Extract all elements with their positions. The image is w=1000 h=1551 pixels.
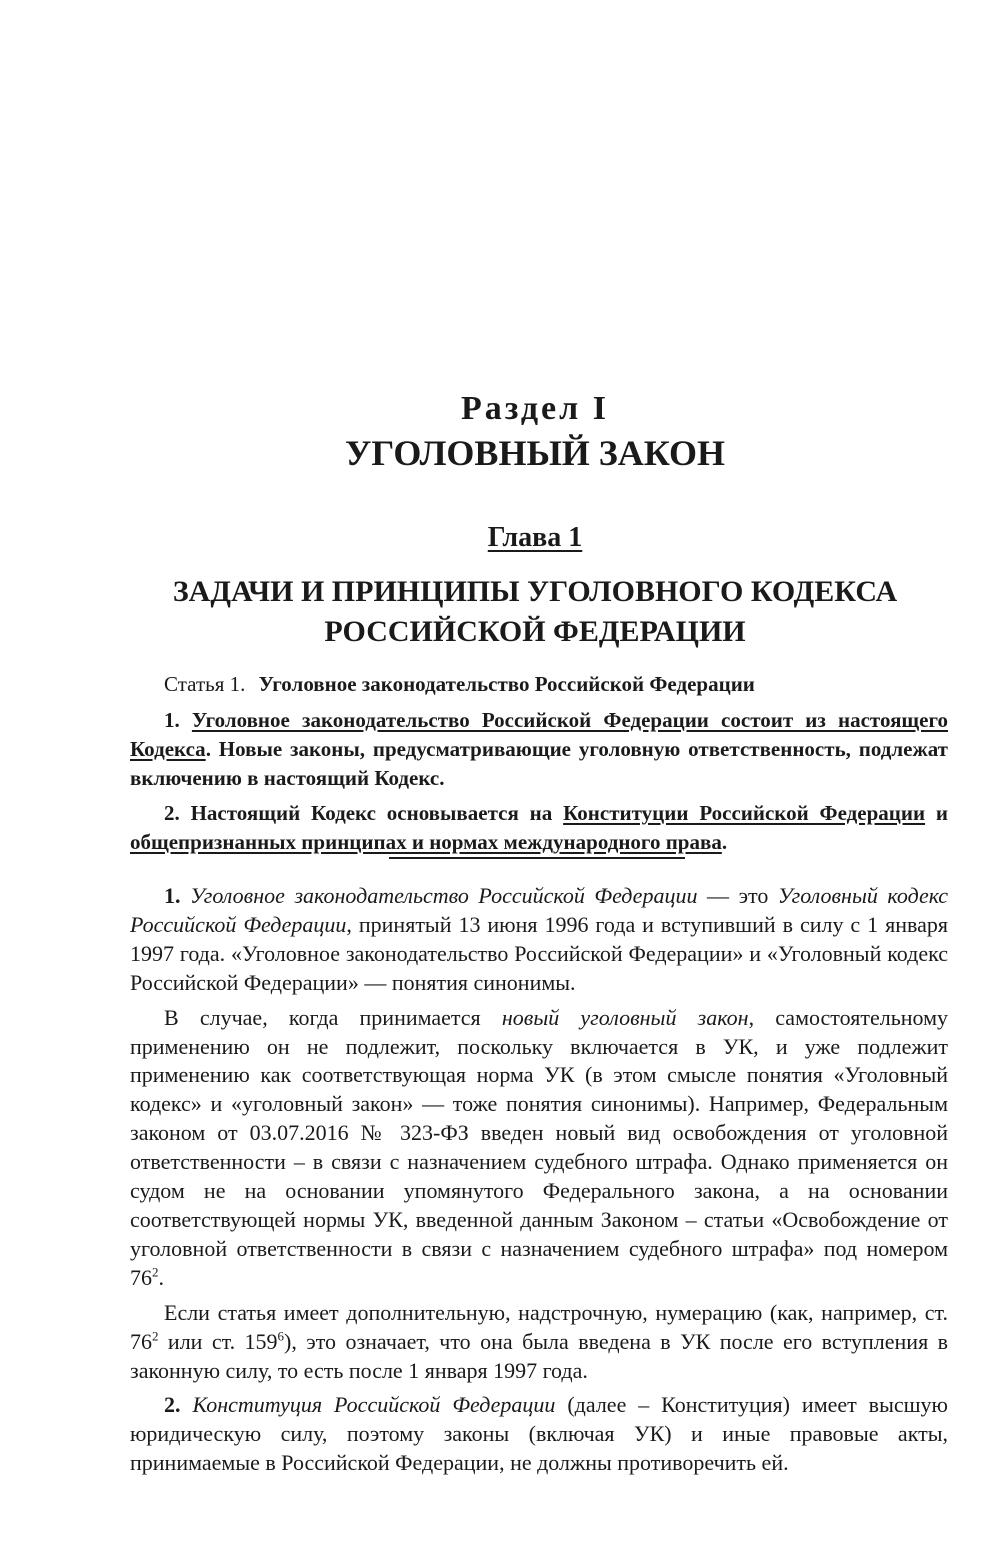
commentary-p3-superscript-1: 2 [152, 1328, 159, 1344]
commentary-p4-number: 2. [164, 1392, 181, 1418]
article-part-2 [130, 799, 948, 857]
international-law-link[interactable]: общепризнанных принципах и нормах международного права [130, 830, 722, 854]
chapter-title-line-2: РОССИЙСКОЙ ФЕДЕРАЦИИ [324, 615, 746, 648]
constitution-link[interactable]: Конституции Российской Федерации [563, 801, 926, 825]
article-part-2-number: 2. [164, 801, 180, 825]
divider-line [389, 857, 685, 859]
commentary-paragraph-4 [130, 1391, 948, 1478]
commentary-p1-italic-1: Уголовное законодательство Российской Федерации [190, 883, 698, 908]
commentary-p2-text-3: . [158, 1264, 164, 1290]
commentary-p2-text-2: , самостоятельному применению он не подлежит, поскольку включается в УК, и уже подлежит применению как соответствующая норма УК (в этом смысле понятия «Уголовный кодекс» и «уголовный закон» — тоже понятия синонимы). Например, Федеральным законом от 03.07.2016 № 323-ФЗ введен новый вид освобождения от уголовной ответственности – в связи с назначением судебного штрафа. Однако применяется он судом не на основании упомянутого Федерального закона, а на основании соответствующей нормы УК, введенной данным Законом – статьи «Освобождение от уголовной ответственности в связи с назначением судебного штрафа» под номером 76 [130, 1004, 949, 1290]
commentary-p4-text: (далее – Конституция) имеет высшую юридическую силу, поэтому законы (включая УК) и иные правовые акты, принимаемые в Российской Федерации, не должны противоречить ей. [130, 1392, 948, 1476]
commentary-p1-text-1: — это [697, 883, 778, 908]
commentary-p2-italic: новый уголовный закон [501, 1004, 749, 1030]
article-number: Статья 1. [164, 672, 246, 696]
article-part-1-text: . Новые законы, предусматривающие уголовную ответственность, подлежат включению в настоящий Кодекс. [130, 737, 948, 790]
commentary-p4-italic: Конституция Российской Федерации [192, 1392, 556, 1418]
chapter-title-line-1: ЗАДАЧИ И ПРИНЦИПЫ УГОЛОВНОГО КОДЕКСА [172, 575, 898, 608]
article-part-2-end: . [721, 830, 728, 854]
commentary-p1-italic-2: Уголовный кодекс Российской Федерации [130, 883, 948, 937]
commentary-p2-superscript: 2 [152, 1264, 159, 1280]
article-part-1-number: 1. [164, 708, 180, 732]
chapter-title [70, 572, 1000, 652]
commentary-paragraph-1 [130, 882, 948, 998]
section-label: Раздел I [461, 390, 609, 427]
section-heading [0, 388, 1000, 476]
article-part-2-and: и [935, 801, 949, 825]
commentary-paragraph-2 [130, 1004, 948, 1293]
commentary-p1-text-2: , принятый 13 июня 1996 года и вступивший в силу с 1 января 1997 года. «Уголовное законодательство Российской Федерации» и «Уголовный кодекс Российской Федерации» — понятия синонимы. [130, 911, 948, 995]
commentary-paragraph-3 [130, 1299, 948, 1386]
article-text [130, 706, 948, 863]
article-part-2-text: Настоящий Кодекс основывается на [190, 801, 553, 825]
commentary-p2-text-1: В случае, когда принимается [164, 1004, 502, 1030]
commentary-p3-text-2: или ст. 159 [158, 1328, 278, 1354]
chapter-heading [0, 521, 1000, 652]
commentary-p3-text-1: Если статья имеет дополнительную, надстрочную, нумерацию (как, например, ст. 76 [130, 1299, 948, 1354]
article-heading [164, 670, 755, 698]
section-title: УГОЛОВНЫЙ ЗАКОН [344, 433, 726, 473]
article-part-1-link[interactable]: Уголовное законодательство Российской Федерации состоит из настоящего Кодекса [130, 708, 948, 761]
commentary-p3-superscript-2: 6 [277, 1328, 285, 1344]
commentary [130, 882, 948, 1484]
commentary-p3-text-3: ), это означает, что она была введена в УК после его вступления в законную силу, то есть после 1 января 1997 года. [130, 1328, 948, 1383]
article-part-1 [130, 706, 948, 793]
chapter-label: Глава 1 [487, 522, 583, 553]
commentary-p1-number: 1. [164, 883, 181, 908]
article-title: Уголовное законодательство Российской Федерации [258, 672, 755, 696]
